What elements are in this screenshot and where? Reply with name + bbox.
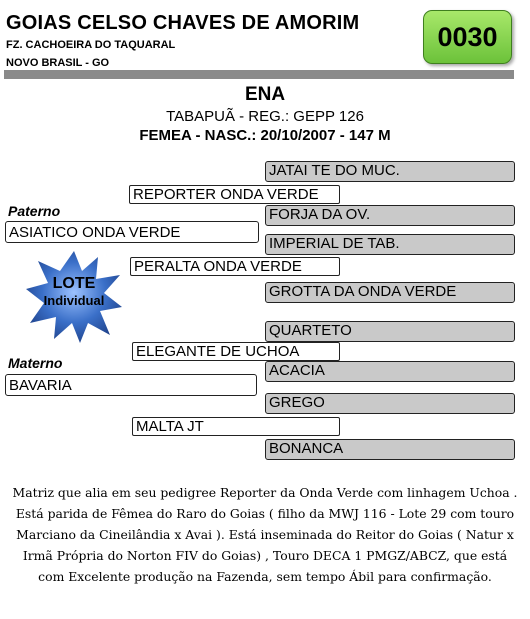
animal-name: ENA: [244, 84, 286, 105]
paterno-label: Paterno: [8, 203, 61, 219]
lote-badge-text: [24, 275, 124, 309]
header-divider: [4, 70, 514, 79]
dam-box: BAVARIA: [5, 374, 257, 396]
dam-sire-box: ELEGANTE DE UCHOA: [132, 342, 340, 361]
sire-sire-box: REPORTER ONDA VERDE: [129, 185, 340, 204]
lot-number-badge: 0030: [423, 10, 512, 64]
lote-line2: Individual: [43, 293, 105, 308]
description-text: Matriz que alia em seu pedigree Reporter da Onda Verde com linhagem Uchoa . Está parida de Fêmea do Raro do Goias ( filho da MWJ 116 - Lote 29 com touro Marciano da Cineilândia x Avai ). Está inseminada do Reitor do Goias ( Natur x Irmã Própria do Norton FIV do Goias) , Touro DECA 1 PMGZ/ABCZ, que está com Excelente produção na Fazenda, sem tempo Ábil para confirmação.: [12, 485, 518, 584]
breed-registration: TABAPUÃ - REG.: GEPP 126: [166, 108, 364, 125]
lote-line1: LOTE: [52, 275, 96, 292]
ggp-box: BONANCA: [265, 439, 515, 460]
sire-box: ASIATICO ONDA VERDE: [5, 221, 259, 243]
sex-birth: FEMEA - NASC.: 20/10/2007 - 147 M: [139, 127, 391, 144]
ggp-box: GROTTA DA ONDA VERDE: [265, 282, 515, 303]
ggp-box: FORJA DA OV.: [265, 205, 515, 226]
ggp-box: GREGO: [265, 393, 515, 414]
sire-dam-box: PERALTA ONDA VERDE: [130, 257, 340, 276]
ggp-box: ACACIA: [265, 361, 515, 382]
city: NOVO BRASIL - GO: [6, 57, 110, 69]
farm-location: FZ. CACHOEIRA DO TAQUARAL: [6, 39, 176, 51]
ggp-box: JATAI TE DO MUC.: [265, 161, 515, 182]
ggp-box: IMPERIAL DE TAB.: [265, 234, 515, 255]
farm-name: GOIAS CELSO CHAVES DE AMORIM: [6, 12, 360, 34]
materno-label: Materno: [8, 355, 63, 371]
dam-dam-box: MALTA JT: [132, 417, 340, 436]
ggp-box: QUARTETO: [265, 321, 515, 342]
